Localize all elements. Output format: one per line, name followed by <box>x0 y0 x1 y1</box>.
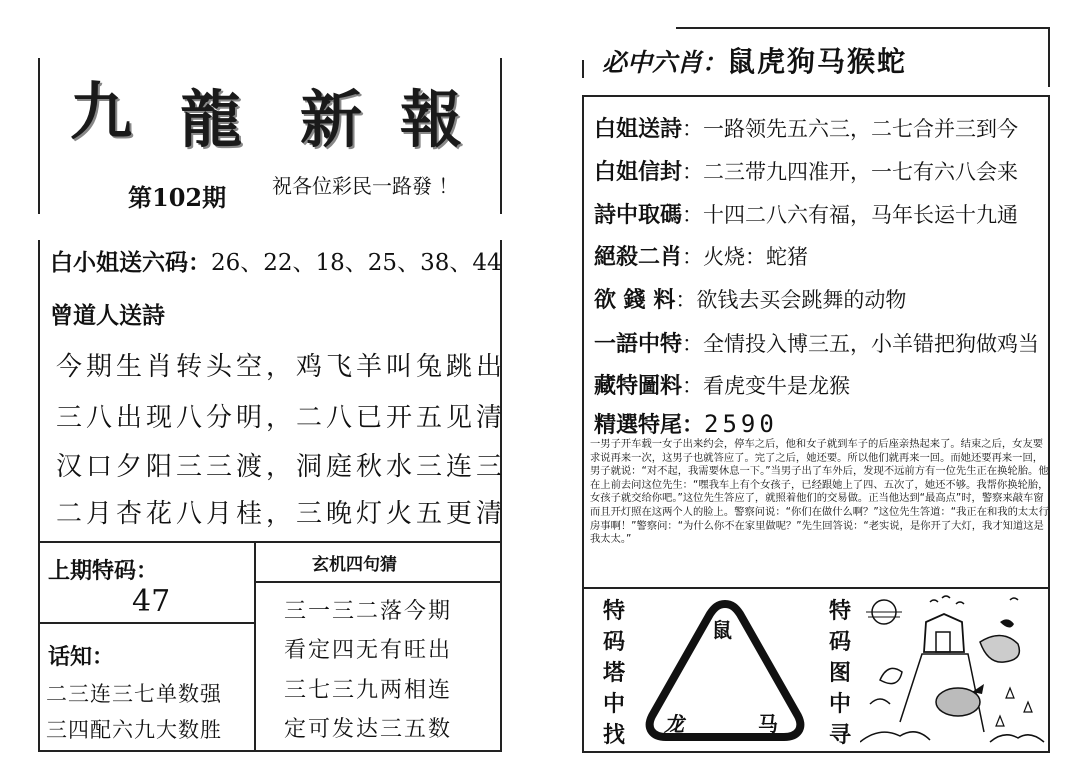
tower-caption-char: 中 <box>602 692 625 717</box>
tower-caption-char: 特 <box>602 599 625 624</box>
info-row-value: 十四二八六有福，马年长运十九通 <box>703 203 1019 227</box>
picture-caption-char: 特 <box>828 599 851 624</box>
poem-line: 二月杏花八月桂，三晚灯火五更清 <box>56 499 507 529</box>
info-row-value: 欲钱去买会跳舞的动物 <box>696 288 907 312</box>
info-row-label: 白姐送詩 <box>594 117 683 142</box>
info-row-label: 欲 錢 料 <box>594 288 676 313</box>
riddle-line: 定可发达三五数 <box>284 717 453 742</box>
riddle-line: 三一三二落今期 <box>284 599 453 624</box>
saying-label: 话知： <box>48 645 115 670</box>
tower-icon <box>924 614 964 652</box>
right-frame-left <box>582 95 584 753</box>
left-divider-mid <box>38 541 502 543</box>
left-divider-vertical <box>254 541 256 751</box>
parrot-icon <box>980 635 1019 662</box>
tower-caption-char: 找 <box>602 723 625 748</box>
info-row: 絕殺二肖：火烧：蛇猪 <box>594 245 809 270</box>
right-frame-right <box>1048 95 1050 753</box>
must-six-row <box>602 40 907 80</box>
info-row-value: 看虎变牛是龙猴 <box>703 374 851 398</box>
picture-caption-char: 寻 <box>828 723 851 748</box>
left-frame-bottom <box>38 750 502 752</box>
left-frame-top-left <box>38 58 40 214</box>
flying-birds-icon <box>930 596 1018 604</box>
riddle-title-rule <box>254 581 502 583</box>
triangle-bottom-left: 龙 <box>664 712 684 736</box>
tower-caption-char: 码 <box>602 630 625 655</box>
info-row: 白姐信封：二三带九四准开，一七有六八会来 <box>594 160 1019 185</box>
poem-line: 今期生肖转头空，鸡飞羊叫兔跳出 <box>56 352 507 382</box>
bird-tower-illustration <box>860 592 1046 748</box>
six-codes-row <box>50 244 502 277</box>
flower-icon <box>870 668 902 704</box>
small-bird-icon <box>1000 619 1014 627</box>
picture-caption-char: 中 <box>828 692 851 717</box>
issue-number: 第102期 <box>128 183 227 212</box>
saying-line: 三四配六九大数胜 <box>46 718 222 742</box>
triangle-bottom-right: 马 <box>758 712 778 736</box>
picture-caption-char: 码 <box>828 630 851 655</box>
right-tick <box>582 60 584 78</box>
left-frame-left <box>38 240 40 750</box>
info-row: 一語中特：全情投入博三五，小羊错把狗做鸡当 <box>594 332 1040 357</box>
six-codes-values: 26、22、18、25、38、44 <box>211 250 502 276</box>
six-codes-label: 白小姐送六码： <box>50 250 211 276</box>
rocks-icon <box>860 732 1044 742</box>
greeting: 祝各位彩民一路發 ！ <box>272 174 459 198</box>
tower-caption-char: 塔 <box>602 661 625 686</box>
saying-line: 二三连三七单数强 <box>46 682 222 706</box>
triangle-top: 鼠 <box>712 618 732 642</box>
last-special-label: 上期特码： <box>48 559 159 584</box>
tail-value: 2590 <box>704 410 778 438</box>
info-row-label: 藏特圖料 <box>594 374 683 399</box>
title-char-4: 報 <box>400 83 463 156</box>
right-frame-top <box>676 27 1050 29</box>
info-row-label: 詩中取碼 <box>594 203 683 228</box>
info-row-value: 全情投入博三五，小羊错把狗做鸡当 <box>703 332 1040 356</box>
title-char-1: 九 <box>70 75 133 148</box>
daoren-label: 曾道人送詩 <box>50 303 165 329</box>
must-six-value: 鼠虎狗马猴蛇 <box>727 45 908 78</box>
right-divider <box>582 587 1050 589</box>
right-header-rule <box>582 95 1050 97</box>
info-row-value: 火烧：蛇猪 <box>703 245 809 269</box>
joke-story: 一男子开车载一女子出来约会，停车之后，他和女子就到车子的后座亲热起来了。结束之后，女友要求说再来一次，这男子也就答应了。完了之后，她还要。所以他们就再来一回。而她还要再来一回，男子就说：“对不起，我需要休息一下。”当男子出了车外后，发现不远前方有一位先生正在换轮胎。他在上前去问这位先生：“嘿我车上有个女孩子，已经跟她上了四、五次了，她还不够。我帮你换轮胎，女孩子就交给你吧。”这位先生答应了，就照着他们的交易做。正当他达到“最高点”时，警察来敲车窗而且开灯照在这两个人的脸上。警察问说：“你们在做什么啊？”这位先生答道：“我正在和我的太太行房事啊！”警察问：“为什么你不在家里做呢？”先生回答说：“老实说，是你开了大灯，我才知道这是我太太。” <box>590 438 1049 546</box>
tower-caption <box>600 596 628 751</box>
picture-caption <box>826 596 854 751</box>
title-char-3: 新 <box>300 83 363 156</box>
left-frame-top-right <box>500 58 502 214</box>
poem-line: 汉口夕阳三三渡，洞庭秋水三连三 <box>56 452 507 482</box>
special-rule <box>38 622 254 624</box>
picture-caption-char: 图 <box>828 661 851 686</box>
info-row-label: 絕殺二肖 <box>594 245 683 270</box>
info-row: 詩中取碼：十四二八六有福，马年长运十九通 <box>594 203 1019 228</box>
info-row: 藏特圖料：看虎变牛是龙猴 <box>594 374 851 399</box>
tail-row <box>594 408 778 439</box>
info-row-label: 一語中特 <box>594 332 683 357</box>
info-row: 欲 錢 料：欲钱去买会跳舞的动物 <box>594 288 907 313</box>
riddle-line: 三七三九两相连 <box>284 678 453 703</box>
poem-line: 三八出现八分明，二八已开五见清 <box>56 403 507 433</box>
must-six-label: 必中六肖： <box>602 48 728 77</box>
title-char-2: 龍 <box>180 83 243 156</box>
last-special-value: 47 <box>132 584 171 619</box>
info-row-value: 一路领先五六三，二七合并三到今 <box>703 117 1019 141</box>
right-frame-bottom <box>582 751 1050 753</box>
riddle-title: 玄机四句猜 <box>312 555 397 575</box>
tail-label: 精選特尾： <box>594 413 705 438</box>
right-frame-top-right <box>1048 27 1050 87</box>
info-row-value: 二三带九四准开，一七有六八会来 <box>703 160 1019 184</box>
riddle-line: 看定四无有旺出 <box>284 638 453 663</box>
info-row-label: 白姐信封 <box>594 160 683 185</box>
info-row: 白姐送詩：一路领先五六三，二七合并三到今 <box>594 117 1019 142</box>
